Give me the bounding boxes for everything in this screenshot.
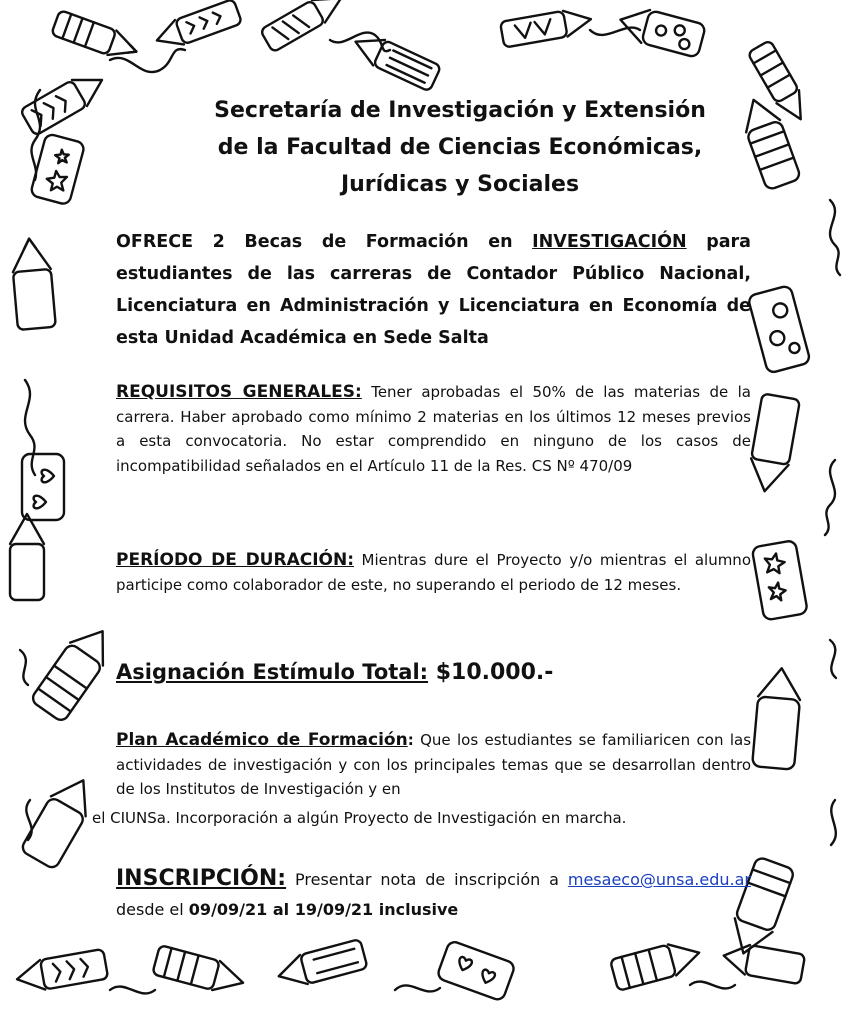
string-doodle — [690, 982, 735, 989]
offer-highlight: INVESTIGACIÓN — [532, 232, 687, 252]
pencil-icon — [10, 514, 44, 600]
date-from: 09/09/21 — [188, 900, 268, 919]
pencil-icon — [746, 393, 800, 494]
pencil-icon — [752, 666, 803, 769]
pencil-icon — [610, 937, 703, 991]
pencil-icon — [30, 620, 119, 723]
pencil-icon — [747, 285, 810, 374]
pencil-icon — [14, 949, 108, 994]
pencil-icon — [30, 133, 85, 205]
inscripcion-text: Presentar nota de inscripción a — [286, 870, 568, 889]
pencil-icon — [350, 29, 442, 92]
inscripcion-section — [116, 864, 751, 925]
periodo-text: Mientras dure el Proyecto y/o mientras el alumno participe como colaborador de este, no superando el periodo de 12 meses. — [116, 551, 751, 594]
asignacion-section — [116, 660, 553, 685]
email-link[interactable]: mesaeco@unsa.edu.ar — [567, 870, 751, 889]
plan-colon: : — [407, 731, 414, 749]
pencil-icon — [721, 941, 805, 984]
pencil-icon — [152, 945, 247, 997]
offer-paragraph — [116, 226, 751, 354]
string-doodle — [830, 200, 840, 275]
pencil-icon — [616, 3, 706, 58]
pencil-icon — [20, 67, 109, 136]
offer-prefix: OFRECE 2 Becas de Formación en — [116, 232, 533, 252]
pencil-icon — [436, 940, 515, 1002]
pencil-icon — [152, 0, 242, 53]
periodo-heading: PERÍODO DE DURACIÓN: — [116, 550, 355, 570]
header-title — [150, 92, 770, 203]
plan-last-line: el CIUNSa. Incorporación a algún Proyecto de Investigación en marcha. — [92, 809, 627, 827]
date-to: 19/09/21 — [294, 900, 374, 919]
requisitos-text: Tener aprobadas el 50% de las materias de la carrera. Haber aprobado como mínimo 2 materias en los últimos 12 meses previos a esta convocatoria. No estar comprendido en ninguno de los casos de incompatibilidad señalados en el Artículo 11 de la Res. CS Nº 470/09 — [116, 383, 751, 475]
asignacion-amount: $10.000.- — [428, 660, 554, 685]
string-doodle — [25, 380, 35, 475]
asignacion-label: Asignación Estímulo Total: — [116, 660, 429, 684]
pencil-icon — [500, 6, 593, 47]
inscripcion-desde: desde el — [116, 900, 189, 919]
header-line-3: Jurídicas y Sociales — [340, 172, 580, 197]
pencil-icon — [752, 540, 808, 621]
string-doodle — [110, 987, 155, 994]
plan-heading: Plan Académico de Formación — [116, 730, 408, 750]
header-line-1: Secretaría de Investigación y Extensión — [214, 98, 706, 123]
requisitos-heading: REQUISITOS GENERALES: — [116, 382, 362, 402]
string-doodle — [20, 650, 28, 685]
inscripcion-heading: INSCRIPCIÓN: — [116, 866, 287, 891]
plan-text: Que los estudiantes se familiaricen con las actividades de investigación y con los principales temas que se desarrollan dentro de los Institutos de Investigación y en — [116, 731, 752, 798]
pencil-icon — [22, 454, 64, 520]
string-doodle — [825, 460, 835, 535]
string-doodle — [831, 800, 836, 845]
pencil-icon — [20, 770, 101, 870]
periodo-section — [116, 548, 751, 597]
requisitos-section — [116, 380, 751, 478]
string-doodle — [395, 985, 440, 991]
pencil-icon — [260, 0, 347, 53]
header-line-2: de la Facultad de Ciencias Económicas, — [217, 135, 703, 160]
inscripcion-al: al — [267, 900, 295, 919]
pencil-icon — [10, 237, 56, 330]
pencil-icon — [275, 939, 368, 991]
inscripcion-inclusive: inclusive — [373, 900, 459, 919]
pencil-icon — [51, 10, 141, 64]
offer-rest: para estudiantes de las carreras de Contador Público Nacional, Licenciatura en Administración y Licenciatura en Economía de esta Unidad Académica en Sede Salta — [116, 232, 751, 348]
string-doodle — [830, 640, 836, 678]
plan-section — [116, 728, 751, 802]
